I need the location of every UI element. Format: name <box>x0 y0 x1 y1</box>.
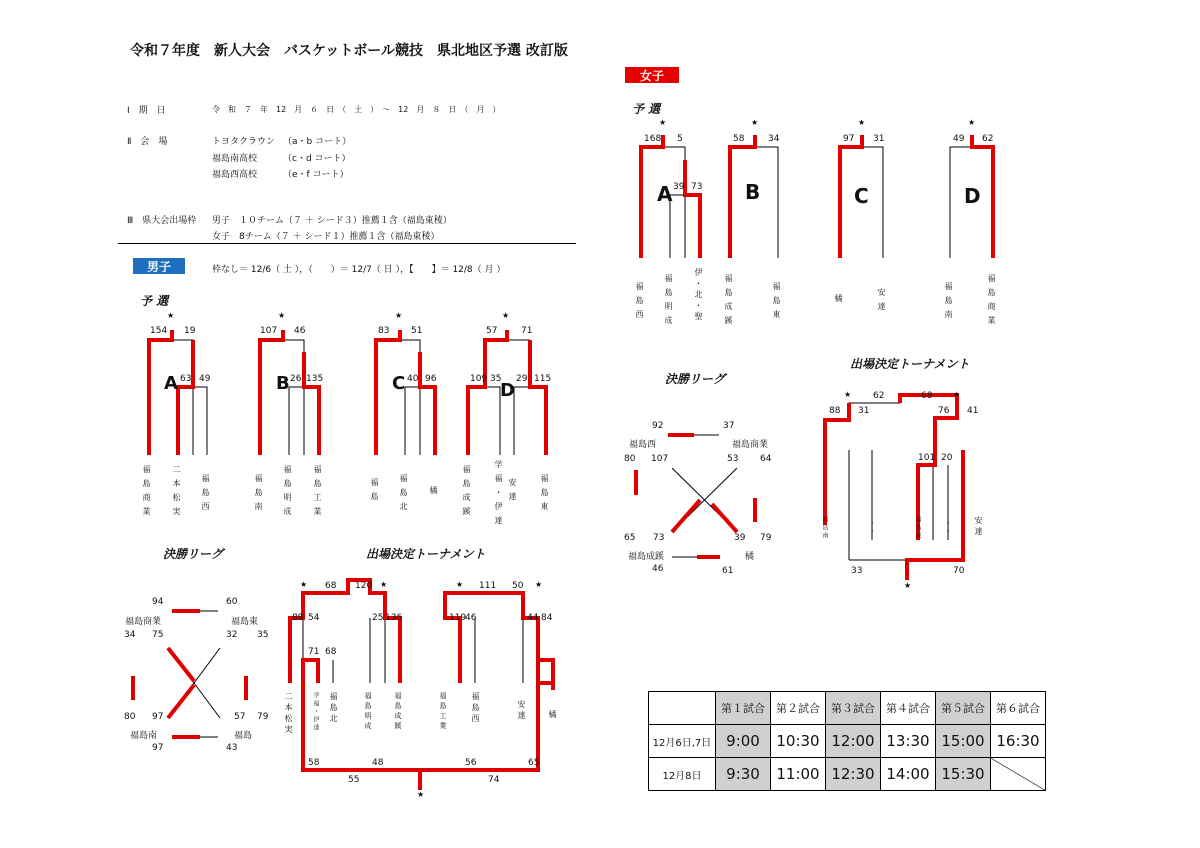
team-name: 福島北 <box>329 692 338 725</box>
group-letter: B <box>276 373 290 394</box>
score: 32 <box>226 630 238 640</box>
score: 74 <box>488 775 500 785</box>
score: 80 <box>624 454 636 464</box>
time-cell: 16:30 <box>991 725 1046 758</box>
score: 44 <box>527 613 539 623</box>
score: 97 <box>152 712 164 722</box>
team-name: 福島明成 <box>283 465 292 521</box>
score: 97 <box>843 134 855 144</box>
team-name: 福島成蹊 <box>724 274 733 330</box>
team-name: 福島工業 <box>439 692 447 732</box>
score: 19 <box>184 326 196 336</box>
team-name: 福島東 <box>540 474 549 516</box>
quota-boys: 男子 １０チーム（７ ＋ シード３）推薦１含（福島東稜） <box>212 216 452 226</box>
score: 65 <box>528 758 540 768</box>
score: 79 <box>760 533 772 543</box>
team-name: 福島成蹊 <box>462 465 471 521</box>
team-name: 福島東 <box>914 516 921 540</box>
league-team: 福島商業 <box>125 617 162 627</box>
time-cell: 9:30 <box>716 758 771 791</box>
score: 65 <box>624 533 636 543</box>
score: 34 <box>124 630 136 640</box>
score: 57 <box>234 712 246 722</box>
quota-girls: 女子 8チーム（７ ＋ シード１）推薦１含（福島東稜） <box>212 232 440 242</box>
venue-name: 福島南高校 <box>212 154 258 164</box>
star-icon: ★ <box>844 390 852 399</box>
star-icon: ★ <box>659 118 667 127</box>
quota-label: Ⅲ 県大会出場枠 <box>127 216 197 226</box>
score: 49 <box>953 134 965 144</box>
team-name: 福島商業 <box>987 274 996 330</box>
team-name: 二本松実 <box>172 465 181 521</box>
score: 101 <box>918 453 936 463</box>
score: 76 <box>938 406 950 416</box>
league-team: 福島成蹊 <box>628 552 665 562</box>
score: 33 <box>851 566 863 576</box>
score: 73 <box>691 182 703 192</box>
team-name: 福島明成 <box>364 692 372 732</box>
score: 48 <box>372 758 384 768</box>
score: 40 <box>407 374 419 384</box>
team-name: 橘 <box>429 486 438 500</box>
score: 25 <box>372 613 384 623</box>
score: 88 <box>829 406 841 416</box>
team-name: 福島 <box>370 478 379 506</box>
star-icon: ★ <box>502 311 510 320</box>
team-name: 学福・伊達 <box>312 692 319 732</box>
column-header: 第５試合 <box>936 692 991 725</box>
score: 120 <box>355 581 373 591</box>
score: 39 <box>734 533 746 543</box>
star-icon: ★ <box>953 390 961 399</box>
score: 55 <box>348 775 360 785</box>
column-header: 第３試合 <box>826 692 881 725</box>
score: 62 <box>873 391 885 401</box>
team-name: 福島東 <box>772 282 781 324</box>
score: 26 <box>290 374 302 384</box>
score: 62 <box>982 134 994 144</box>
girls-prelim-label: 予 選 <box>632 102 661 116</box>
time-cell: 14:00 <box>881 758 936 791</box>
score: 5 <box>677 134 683 144</box>
star-icon: ★ <box>751 118 759 127</box>
score: 39 <box>673 182 685 192</box>
score: 46 <box>465 613 477 623</box>
score: 68 <box>921 391 933 401</box>
score: 89 <box>292 613 304 623</box>
team-name: ・・ <box>944 520 951 536</box>
time-cell: 15:00 <box>936 725 991 758</box>
star-icon: ★ <box>380 580 388 589</box>
score: 154 <box>150 326 168 336</box>
score: 46 <box>652 564 664 574</box>
team-name: 福島工業 <box>313 465 322 521</box>
team-name: 安達 <box>517 700 526 722</box>
team-name: 二本松実 <box>284 692 293 736</box>
star-icon: ★ <box>456 580 464 589</box>
group-letter: D <box>500 380 515 401</box>
score: 73 <box>653 533 665 543</box>
score: 41 <box>967 406 979 416</box>
team-name: 福島西 <box>471 692 480 725</box>
team-name: 福島北 <box>399 474 408 516</box>
score: 50 <box>512 581 524 591</box>
group-letter: D <box>964 184 981 208</box>
score: 57 <box>486 326 498 336</box>
star-icon: ★ <box>167 311 175 320</box>
team-name: 福島南 <box>821 516 828 540</box>
team-name: ・・ <box>868 520 875 536</box>
team-name: 福島南 <box>944 282 953 324</box>
time-cell: 11:00 <box>771 758 826 791</box>
column-header: 第１試合 <box>716 692 771 725</box>
group-letter: C <box>392 373 406 394</box>
girls-league-label: 決勝リーグ <box>665 372 726 386</box>
score: 35 <box>257 630 269 640</box>
group-letter: C <box>854 184 869 208</box>
score: 54 <box>308 613 320 623</box>
score: 84 <box>541 613 553 623</box>
score: 115 <box>534 374 552 384</box>
team-name: 福島西 <box>635 282 644 324</box>
team-name: 福島商業 <box>142 465 151 521</box>
team-name: 安達 <box>508 478 517 506</box>
score: 60 <box>226 597 238 607</box>
table-row <box>649 758 1046 791</box>
score: 68 <box>325 581 337 591</box>
score: 111 <box>479 581 497 591</box>
league-team: 福島南 <box>130 731 158 741</box>
score: 56 <box>465 758 477 768</box>
star-icon: ★ <box>417 790 425 799</box>
group-letter: A <box>657 182 673 206</box>
score: 80 <box>124 712 136 722</box>
row-label: 12月6日,7日 <box>649 725 716 758</box>
venue-courts: （e・f コート） <box>283 170 349 180</box>
column-header: 第４試合 <box>881 692 936 725</box>
score: 63 <box>180 374 192 384</box>
score: 168 <box>644 134 662 144</box>
time-cell: 13:30 <box>881 725 936 758</box>
score: 43 <box>226 743 238 753</box>
score: 96 <box>425 374 437 384</box>
score: 46 <box>294 326 306 336</box>
score: 58 <box>308 758 320 768</box>
star-icon: ★ <box>278 311 286 320</box>
score: 83 <box>378 326 390 336</box>
time-cell: 10:30 <box>771 725 826 758</box>
score: 37 <box>723 421 735 431</box>
star-icon: ★ <box>968 118 976 127</box>
score: 29 <box>516 374 528 384</box>
score: 79 <box>257 712 269 722</box>
score: 97 <box>152 743 164 753</box>
venue-name: トヨタクラウン <box>212 137 276 147</box>
row-label: 12月8日 <box>649 758 716 791</box>
score: 75 <box>152 630 164 640</box>
league-team: 福島商業 <box>732 440 769 450</box>
schedule-table <box>648 691 1046 791</box>
team-name: 福島南 <box>254 474 263 516</box>
score: 68 <box>325 647 337 657</box>
venue-label: Ⅱ 会 場 <box>127 137 168 147</box>
star-icon: ★ <box>535 580 543 589</box>
team-name: 伊・北・聖 <box>694 268 703 323</box>
star-icon: ★ <box>395 311 403 320</box>
score: 136 <box>385 613 403 623</box>
boys-prelim-label: 予 選 <box>140 294 169 308</box>
venue-name: 福島西高校 <box>212 170 258 180</box>
team-name: 安達 <box>974 516 983 538</box>
score: 58 <box>733 134 745 144</box>
group-letter: A <box>164 373 178 394</box>
score: 119 <box>449 613 467 623</box>
column-header: 第６試合 <box>991 692 1046 725</box>
score: 71 <box>308 647 320 657</box>
boys-badge: 男子 <box>133 258 185 274</box>
team-name: 福島明成 <box>664 274 673 330</box>
venue-courts: （c・d コート） <box>283 154 351 164</box>
score: 92 <box>652 421 664 431</box>
score: 35 <box>490 374 502 384</box>
team-name: 橘 <box>834 294 843 308</box>
time-cell: 9:00 <box>716 725 771 758</box>
time-cell: 12:00 <box>826 725 881 758</box>
score: 53 <box>727 454 739 464</box>
schedule-header-row <box>649 692 1046 725</box>
score: 64 <box>760 454 772 464</box>
boys-tournament-label: 出場決定トーナメント <box>366 547 486 561</box>
league-team: 福島西 <box>629 440 657 450</box>
score: 49 <box>199 374 211 384</box>
score: 34 <box>768 134 780 144</box>
legend-text: 枠なし＝ 12/6（ 土 ），（ ）＝ 12/7（ 日 ），【 】＝ 12/8（ 月 ） <box>212 265 506 275</box>
empty-slash-cell <box>991 758 1046 791</box>
league-team: 福島 <box>234 731 253 741</box>
team-name: 学福・伊達 <box>494 460 503 530</box>
score: 31 <box>858 406 870 416</box>
score: 20 <box>941 453 953 463</box>
girls-tournament-label: 出場決定トーナメント <box>850 357 970 371</box>
team-name: 福島西 <box>201 474 210 516</box>
time-cell: 12:30 <box>826 758 881 791</box>
star-icon: ★ <box>858 118 866 127</box>
league-team: 橘 <box>745 552 755 562</box>
group-letter: B <box>745 180 761 204</box>
score: 61 <box>722 566 734 576</box>
column-header: 第２試合 <box>771 692 826 725</box>
score: 71 <box>521 326 533 336</box>
table-corner <box>649 692 716 725</box>
team-name: 橘 <box>548 710 557 724</box>
table-row <box>649 725 1046 758</box>
score: 70 <box>953 566 965 576</box>
score: 135 <box>306 374 324 384</box>
team-name: 安達 <box>877 288 886 316</box>
score: 107 <box>651 454 669 464</box>
boys-league-label: 決勝リーグ <box>163 547 224 561</box>
score: 109 <box>470 374 488 384</box>
score: 107 <box>260 326 278 336</box>
date-value: 令 和 ７ 年 12 月 ６ 日 （ 土 ） ～ 12 月 ８ 日 （ 月 ） <box>212 105 501 114</box>
date-label: Ⅰ 期 日 <box>127 106 166 116</box>
star-icon: ★ <box>300 580 308 589</box>
time-cell: 15:30 <box>936 758 991 791</box>
score: 31 <box>873 134 885 144</box>
girls-badge: 女子 <box>625 67 679 83</box>
score: 51 <box>411 326 423 336</box>
score: 94 <box>152 597 164 607</box>
league-team: 福島東 <box>231 617 259 627</box>
star-icon: ★ <box>904 581 912 590</box>
venue-courts: （a・b コート） <box>283 137 352 147</box>
team-name: 福島成蹊 <box>394 692 402 732</box>
page-title: 令和７年度 新人大会 バスケットボール競技 県北地区予選 改訂版 <box>130 43 568 59</box>
